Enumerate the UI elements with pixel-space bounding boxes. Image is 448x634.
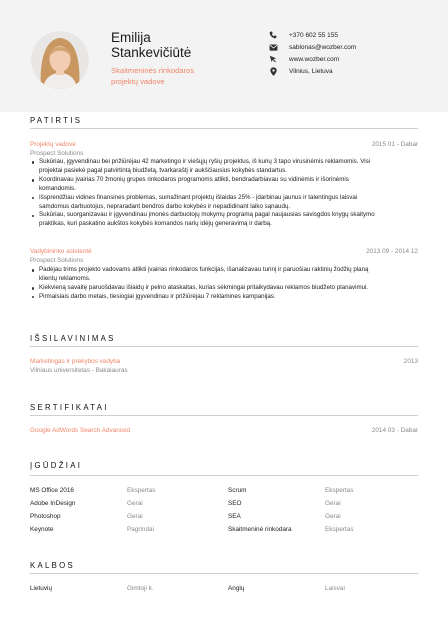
list-item: Sukūriau, suorganizavau ir įgyvendinau įmonės darbuotojų mokymų programą pagal naujausias savisgdos knygų skaitymo <box>30 211 418 220</box>
link-icon <box>268 55 278 63</box>
skill-level: Ekspertas <box>127 487 156 494</box>
list-item-continuation: komandomis. <box>39 184 76 192</box>
contact-location <box>268 66 356 78</box>
skill-level: Gerai <box>127 513 143 520</box>
degree-date: 2013 <box>403 358 418 365</box>
contact-email[interactable] <box>268 41 356 53</box>
contact-text: sablonas@wozber.com <box>289 43 357 51</box>
skill-name: Keynote <box>30 526 54 533</box>
list-item: Pirmaisiais darbo metais, tiesiogiai įgyvendinau ir prižiūrėjau 7 reklamines kampanijas. <box>30 293 418 302</box>
job-title: Vadybininko asistentė <box>30 248 92 255</box>
list-item: Kiekvieną savaitę paruošdavau išlaidų ir pelno ataskaitas, kurias sėkmingai pritaikydavau reklamos biudžeto planavimui. <box>30 284 418 293</box>
list-item-continuation: projektai pasiekė pagal patvirtintą biudžetą, tvarkaraštį ir aukščiausius kokybės standartus. <box>39 166 287 174</box>
school-name: Vilniaus universitetas - Bakalauras <box>30 367 128 374</box>
skill-name: Adobe InDesign <box>30 500 76 507</box>
headline-line: Skaitmeninės rinkodaros <box>111 66 195 75</box>
list-item: Išsprendžiau vidines finansines problemas, sumažinant projektų išlaidas 25% - įdarbinau jaunus ir talentingus laisvai <box>30 194 418 203</box>
skill-name: SEA <box>228 513 241 520</box>
job-company: Prospect Solutions <box>30 257 84 264</box>
skill-level: Ekspertas <box>325 487 354 494</box>
skill-name: Skaitmeninė rinkodara <box>228 526 292 533</box>
job-bullets <box>30 266 418 302</box>
degree-title: Marketingas ir prekybos vadyba <box>30 358 121 365</box>
skill-level: Gerai <box>325 513 341 520</box>
list-item-continuation: klientų reklamoms. <box>39 274 91 282</box>
contact-phone[interactable] <box>268 29 356 41</box>
list-item-continuation: samdomus darbuotojus, nepraradant bendros darbo kokybės ir nepadidinant laiko sąnaudų. <box>39 202 291 210</box>
certificate-date: 2014 03 - Dabar <box>371 427 418 434</box>
skill-level: Gerai <box>325 500 341 507</box>
full-name <box>111 30 191 60</box>
list-item: Padėjau trims projekto vadovams atlikti įvairias rinkodaros funkcijas, išanalizavau turinį ir paruošiau raktinių žodžių planą <box>30 266 418 275</box>
section-divider <box>30 475 418 476</box>
section-divider <box>30 346 418 347</box>
job-date: 2013 09 - 2014 12 <box>366 248 418 255</box>
avatar <box>31 31 89 89</box>
list-item-continuation: praktikas, kuri paskatino aukštos kokybės komandos narių idėjų generavimą ir darbą. <box>39 220 272 228</box>
section-divider <box>30 573 418 574</box>
avatar-photo-icon <box>31 31 89 89</box>
job-bullets <box>30 158 418 229</box>
section-divider <box>30 415 418 416</box>
location-icon <box>268 68 278 76</box>
job-title: Projektų vadovė <box>30 141 76 148</box>
language-level: Laisvai <box>325 585 345 592</box>
section-title-certificates: SERTIFIKATAI <box>30 403 109 412</box>
last-name: Stankevičiūtė <box>111 45 192 60</box>
list-item: Koordinavau įvairias 70 žmonių grupes rinkodaros programoms atlikti, bendradarbiavau su vidinėmis ir išorinėmis <box>30 176 418 185</box>
skill-level: Ekspertas <box>325 526 354 533</box>
contact-website[interactable] <box>268 53 356 65</box>
first-name: Emilija <box>111 30 151 45</box>
contact-list <box>268 29 356 78</box>
list-item: Sukūriau, įgyvendinau bei prižiūrėjau 42 marketingo ir viešųjų ryšių projektus, iš kurių 3 tapo virusinėmis reklamomis. Visi <box>30 158 418 167</box>
skill-level: Pagrindai <box>127 526 155 533</box>
skill-name: SEO <box>228 500 242 507</box>
contact-text: www.wozber.com <box>289 55 340 63</box>
section-title-skills: ĮGŪDŽIAI <box>30 461 83 470</box>
contact-text: Vilnius, Lietuva <box>289 68 333 76</box>
phone-icon <box>268 31 278 39</box>
section-title-experience: PATIRTIS <box>30 116 83 125</box>
section-divider <box>30 128 418 129</box>
certificate-name: Google AdWords Search Advanced <box>30 427 131 434</box>
job-company: Prospect Solutions <box>30 150 84 157</box>
skill-name: Scrum <box>228 487 247 494</box>
section-title-education: IŠSILAVINIMAS <box>30 334 116 343</box>
skill-level: Gerai <box>127 500 143 507</box>
language-name: Anglų <box>228 585 245 592</box>
headline-line: projektų vadovė <box>111 77 165 86</box>
language-name: Lietuvių <box>30 585 53 592</box>
section-title-languages: KALBOS <box>30 561 76 570</box>
resume-header <box>0 0 448 112</box>
skill-name: Photoshop <box>30 513 61 520</box>
email-icon <box>268 43 278 51</box>
job-date: 2015 01 - Dabar <box>371 141 418 148</box>
headline <box>111 65 194 87</box>
language-level: Gimtoji k. <box>127 585 154 592</box>
contact-text: +370 602 55 155 <box>289 31 338 39</box>
skill-name: MS Office 2016 <box>30 487 74 494</box>
